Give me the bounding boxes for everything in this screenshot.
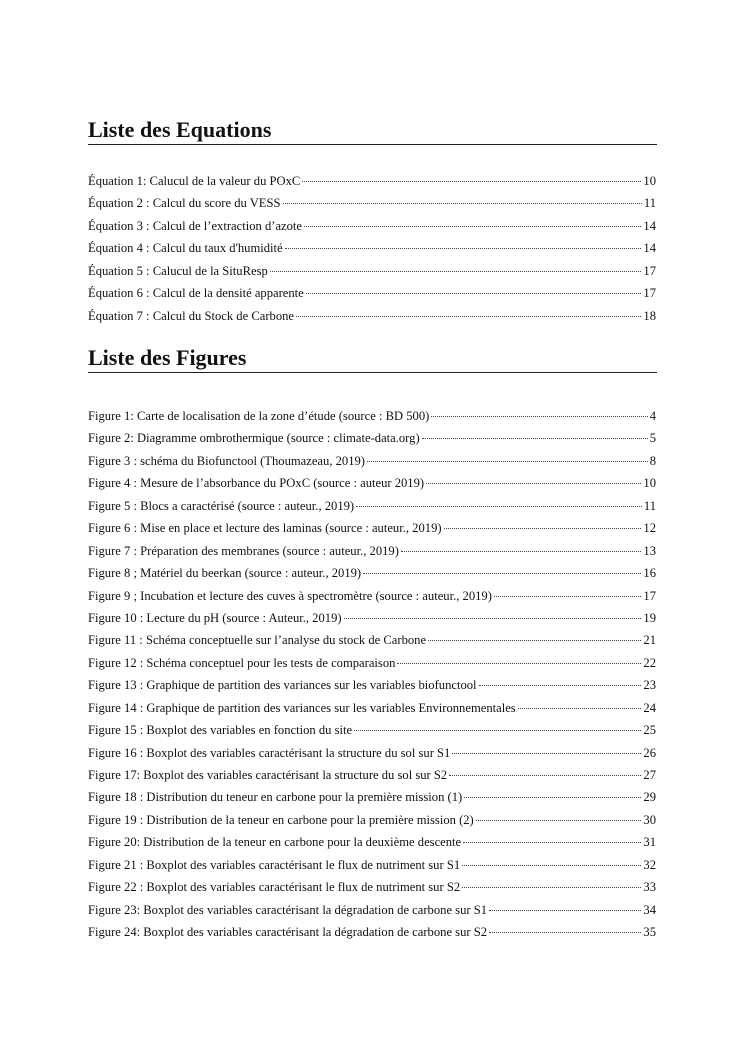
entry-label: Figure 7 : Préparation des membranes (source : auteur., 2019) bbox=[88, 543, 399, 558]
entry-page-number: 11 bbox=[643, 196, 656, 211]
dot-leader bbox=[283, 203, 642, 204]
entry-page-number: 27 bbox=[643, 768, 656, 782]
dot-leader bbox=[306, 293, 642, 294]
entry-page-number: 25 bbox=[643, 723, 656, 738]
entry-page-number: 18 bbox=[643, 308, 656, 323]
dot-leader bbox=[518, 708, 642, 709]
figure-entry[interactable] bbox=[88, 405, 656, 427]
figure-entry[interactable] bbox=[88, 786, 656, 808]
entry-page-number: 10 bbox=[643, 174, 656, 188]
dot-leader bbox=[494, 596, 642, 597]
figure-entry[interactable] bbox=[88, 472, 656, 494]
entry-page-number: 17 bbox=[643, 588, 656, 603]
entry-label: Équation 6 : Calcul de la densité apparente bbox=[88, 286, 304, 301]
entry-page-number: 14 bbox=[643, 241, 656, 256]
dot-leader bbox=[304, 226, 641, 227]
dot-leader bbox=[302, 181, 641, 182]
dot-leader bbox=[426, 483, 641, 484]
figure-entry[interactable] bbox=[88, 854, 656, 876]
figure-entry[interactable] bbox=[88, 450, 656, 472]
entry-label: Équation 5 : Calucul de la SituResp bbox=[88, 263, 268, 278]
figure-entry[interactable] bbox=[88, 809, 656, 831]
entry-label: Figure 3 : schéma du Biofunctool (Thoumazeau, 2019) bbox=[88, 453, 365, 468]
entry-label: Figure 13 : Graphique de partition des variances sur les variables biofunctool bbox=[88, 678, 477, 693]
dot-leader bbox=[479, 685, 642, 686]
entry-page-number: 22 bbox=[643, 655, 656, 670]
entry-label: Figure 6 : Mise en place et lecture des laminas (source : auteur., 2019) bbox=[88, 521, 442, 536]
entry-label: Figure 1: Carte de localisation de la zone d’étude (source : BD 500) bbox=[88, 409, 430, 423]
entry-page-number: 21 bbox=[643, 633, 656, 648]
equations-heading: Liste des Equations bbox=[88, 118, 657, 145]
entry-page-number: 34 bbox=[643, 902, 656, 917]
entry-label: Figure 17: Boxplot des variables caractérisant la structure du sol sur S2 bbox=[88, 768, 448, 782]
entry-label: Équation 2 : Calcul du score du VESS bbox=[88, 196, 281, 211]
entry-label: Figure 15 : Boxplot des variables en fonction du site bbox=[88, 723, 353, 738]
equation-entry[interactable] bbox=[88, 192, 656, 214]
dot-leader bbox=[285, 248, 642, 249]
dot-leader bbox=[489, 932, 641, 933]
entry-page-number: 35 bbox=[643, 925, 656, 940]
entry-label: Figure 4 : Mesure de l’absorbance du POxC (source : auteur 2019) bbox=[88, 476, 425, 491]
dot-leader bbox=[489, 910, 641, 911]
equation-entry[interactable] bbox=[88, 170, 656, 192]
entry-label: Figure 12 : Schéma conceptuel pour les tests de comparaison bbox=[88, 655, 396, 670]
figures-heading: Liste des Figures bbox=[88, 346, 657, 373]
entry-label: Figure 21 : Boxplot des variables caractérisant le flux de nutriment sur S1 bbox=[88, 857, 461, 872]
dot-leader bbox=[344, 618, 642, 619]
entry-page-number: 23 bbox=[643, 678, 656, 693]
equations-list bbox=[88, 170, 656, 327]
figures-list bbox=[88, 405, 656, 944]
entry-label: Figure 20: Distribution de la teneur en carbone pour la deuxième descente bbox=[88, 835, 462, 850]
entry-label: Équation 7 : Calcul du Stock de Carbone bbox=[88, 308, 295, 323]
figure-entry[interactable] bbox=[88, 876, 656, 898]
entry-page-number: 12 bbox=[643, 521, 656, 536]
entry-page-number: 30 bbox=[643, 812, 656, 827]
figure-entry[interactable] bbox=[88, 517, 656, 539]
dot-leader bbox=[431, 416, 647, 417]
entry-label: Figure 14 : Graphique de partition des variances sur les variables Environnementales bbox=[88, 700, 516, 715]
entry-page-number: 8 bbox=[649, 453, 656, 468]
dot-leader bbox=[462, 887, 641, 888]
dot-leader bbox=[462, 865, 641, 866]
figure-entry[interactable] bbox=[88, 562, 656, 584]
dot-leader bbox=[444, 528, 642, 529]
entry-page-number: 31 bbox=[643, 835, 656, 850]
entry-page-number: 24 bbox=[643, 700, 656, 715]
equation-entry[interactable] bbox=[88, 260, 656, 282]
entry-page-number: 11 bbox=[643, 498, 656, 513]
entry-label: Figure 19 : Distribution de la teneur en carbone pour la première mission (2) bbox=[88, 812, 474, 827]
figure-entry[interactable] bbox=[88, 899, 656, 921]
entry-label: Figure 24: Boxplot des variables caractérisant la dégradation de carbone sur S2 bbox=[88, 925, 488, 940]
figure-entry[interactable] bbox=[88, 585, 656, 607]
entry-page-number: 14 bbox=[643, 218, 656, 233]
entry-label: Figure 11 : Schéma conceptuelle sur l’analyse du stock de Carbone bbox=[88, 633, 427, 648]
figure-entry[interactable] bbox=[88, 540, 656, 562]
figure-entry[interactable] bbox=[88, 697, 656, 719]
equation-entry[interactable] bbox=[88, 215, 656, 237]
entry-label: Figure 5 : Blocs a caractérisé (source : auteur., 2019) bbox=[88, 498, 355, 513]
figure-entry[interactable] bbox=[88, 607, 656, 629]
figure-entry[interactable] bbox=[88, 652, 656, 674]
dot-leader bbox=[452, 753, 641, 754]
entry-label: Figure 8 ; Matériel du beerkan (source : auteur., 2019) bbox=[88, 566, 362, 581]
entry-label: Figure 9 ; Incubation et lecture des cuves à spectromètre (source : auteur., 2019) bbox=[88, 588, 492, 603]
dot-leader bbox=[463, 842, 641, 843]
entry-label: Figure 18 : Distribution du teneur en carbone pour la première mission (1) bbox=[88, 790, 463, 805]
dot-leader bbox=[367, 461, 648, 462]
entry-label: Figure 22 : Boxplot des variables caractérisant le flux de nutriment sur S2 bbox=[88, 880, 461, 895]
dot-leader bbox=[356, 506, 642, 507]
equation-entry[interactable] bbox=[88, 282, 656, 304]
figure-entry[interactable] bbox=[88, 831, 656, 853]
entry-page-number: 29 bbox=[643, 790, 656, 805]
dot-leader bbox=[464, 797, 641, 798]
entry-page-number: 13 bbox=[643, 543, 656, 558]
entry-page-number: 4 bbox=[649, 409, 656, 423]
entry-page-number: 5 bbox=[649, 431, 656, 446]
entry-label: Figure 2: Diagramme ombrothermique (source : climate-data.org) bbox=[88, 431, 420, 446]
figure-entry[interactable] bbox=[88, 921, 656, 943]
dot-leader bbox=[401, 551, 641, 552]
entry-page-number: 10 bbox=[643, 476, 656, 491]
figure-entry[interactable] bbox=[88, 495, 656, 517]
figure-entry[interactable] bbox=[88, 674, 656, 696]
entry-page-number: 19 bbox=[643, 610, 656, 625]
entry-label: Équation 3 : Calcul de l’extraction d’azote bbox=[88, 218, 303, 233]
entry-label: Figure 23: Boxplot des variables caractérisant la dégradation de carbone sur S1 bbox=[88, 902, 488, 917]
entry-label: Équation 1: Calucul de la valeur du POxC bbox=[88, 174, 301, 188]
figure-entry[interactable] bbox=[88, 742, 656, 764]
figure-entry[interactable] bbox=[88, 427, 656, 449]
dot-leader bbox=[354, 730, 641, 731]
figure-entry[interactable] bbox=[88, 629, 656, 651]
entry-page-number: 17 bbox=[643, 263, 656, 278]
dot-leader bbox=[270, 271, 642, 272]
figure-entry[interactable] bbox=[88, 764, 656, 786]
entry-label: Figure 10 : Lecture du pH (source : Auteur., 2019) bbox=[88, 610, 342, 625]
figure-entry[interactable] bbox=[88, 719, 656, 741]
dot-leader bbox=[296, 316, 641, 317]
dot-leader bbox=[476, 820, 642, 821]
entry-label: Figure 16 : Boxplot des variables caractérisant la structure du sol sur S1 bbox=[88, 745, 451, 760]
entry-page-number: 33 bbox=[643, 880, 656, 895]
entry-label: Équation 4 : Calcul du taux d'humidité bbox=[88, 241, 283, 256]
entry-page-number: 26 bbox=[643, 745, 656, 760]
dot-leader bbox=[363, 573, 641, 574]
dot-leader bbox=[449, 775, 641, 776]
dot-leader bbox=[397, 663, 641, 664]
entry-page-number: 32 bbox=[643, 857, 656, 872]
dot-leader bbox=[428, 640, 641, 641]
dot-leader bbox=[422, 438, 648, 439]
equation-entry[interactable] bbox=[88, 237, 656, 259]
equation-entry[interactable] bbox=[88, 305, 656, 327]
entry-page-number: 17 bbox=[643, 286, 656, 301]
entry-page-number: 16 bbox=[643, 566, 656, 581]
